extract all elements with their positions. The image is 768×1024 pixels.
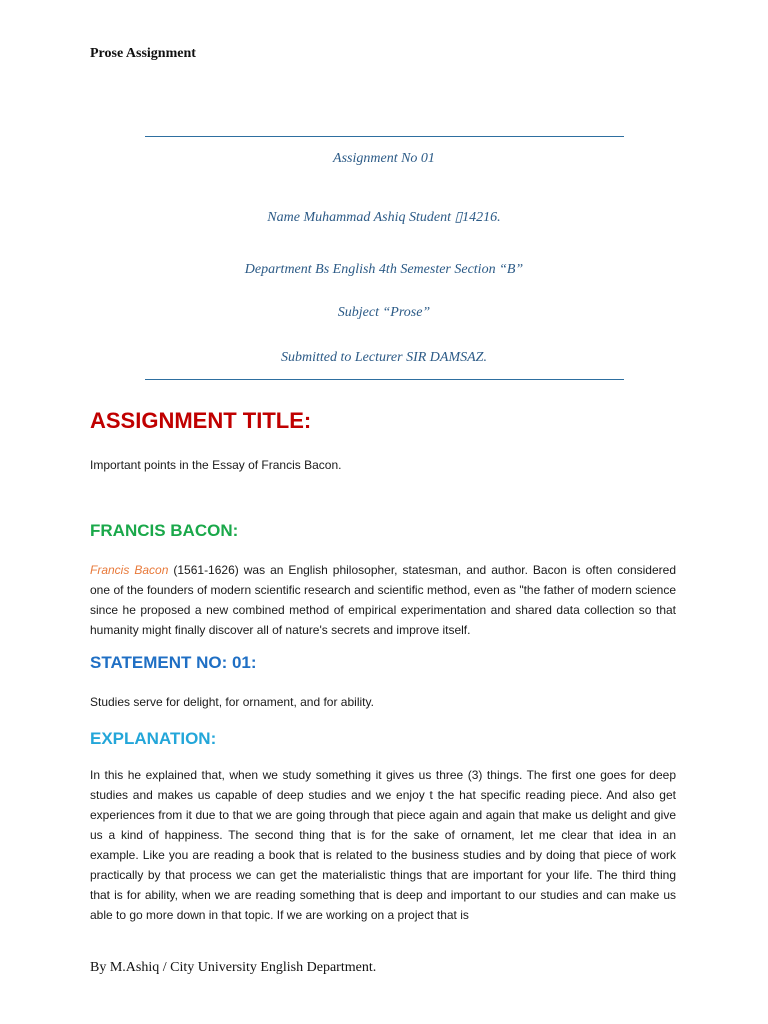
department-line: Department Bs English 4th Semester Section “B”: [244, 262, 524, 277]
page-footer: By M.Ashiq / City University English Department.: [90, 960, 377, 975]
assignment-title-heading: ASSIGNMENT TITLE:: [90, 408, 312, 433]
statement-text: Studies serve for delight, for ornament, and for ability.: [90, 695, 374, 709]
submitted-to-line: Submitted to Lecturer SIR DAMSAZ.: [281, 350, 487, 365]
francis-bacon-heading: FRANCIS BACON:: [90, 521, 239, 540]
francis-bacon-paragraph: [90, 560, 676, 640]
francis-bacon-name: Francis Bacon: [90, 563, 169, 577]
assignment-title-text: Important points in the Essay of Francis Bacon.: [90, 458, 342, 472]
statement-heading: STATEMENT NO: 01:: [90, 653, 257, 672]
page-header-title: Prose Assignment: [90, 46, 196, 61]
francis-bacon-text: (1561-1626) was an English philosopher, statesman, and author. Bacon is often considered one of the founders of modern scientific research and scientific method, even as "the father of modern science since he proposed a new combined method of empirical experimentation and shared data collection so that humanity might finally discover all of nature's secrets and improve itself.: [90, 563, 676, 637]
assignment-number: Assignment No 01: [333, 151, 435, 166]
student-name-line: Name Muhammad Ashiq Student ▯14216.: [267, 210, 501, 225]
subject-line: Subject “Prose”: [337, 305, 431, 320]
explanation-heading: EXPLANATION:: [90, 729, 217, 748]
cover-top-rule: [145, 136, 624, 137]
cover-bottom-rule: [145, 379, 624, 380]
explanation-paragraph: In this he explained that, when we study something it gives us three (3) things. The first one goes for deep studies and makes us capable of deep studies and we enjoy t the hat specific reading piece. And also get experiences from it due to that we are going through that piece again and again that make us delight and give us a kind of happiness. The second thing that is for the sake of ornament, let me clear that idea in an example. Like you are reading a book that is related to the business studies and by doing that piece of work practically by that process we can get the materialistic things that are important for your life. The third thing that is for ability, when we are reading something that is deep and important to our studies and can make us able to go more down in that topic. If we are working on a project that is: [90, 768, 676, 922]
